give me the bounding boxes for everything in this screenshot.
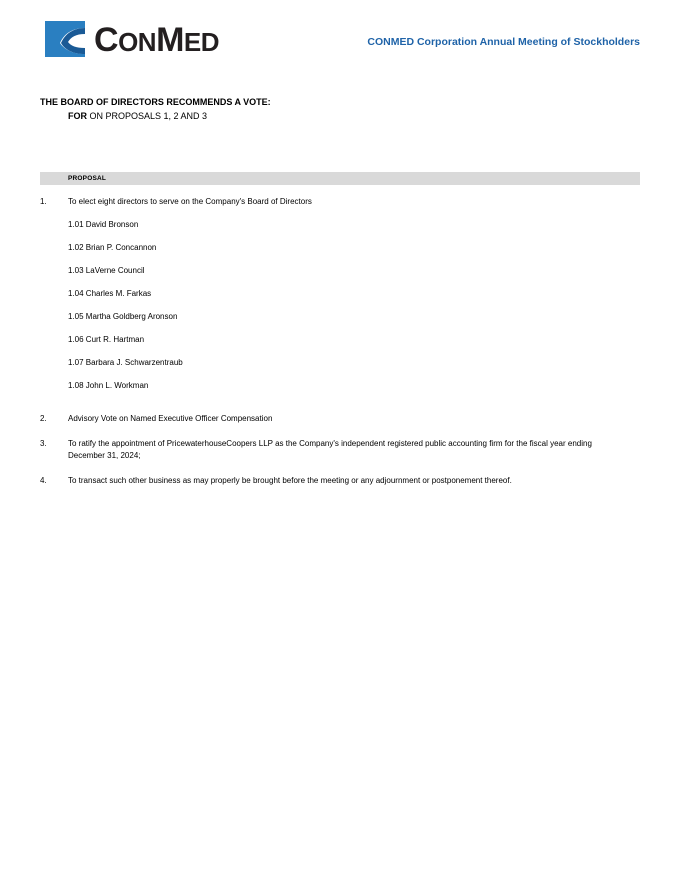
proposal-text: Advisory Vote on Named Executive Officer Compensation <box>68 413 273 423</box>
proposal-number: 2. <box>40 413 47 423</box>
conmed-logo-icon <box>42 18 88 60</box>
conmed-logo <box>42 18 219 60</box>
proposal-number: 1. <box>40 196 47 206</box>
director-nominee-label: 1.04 Charles M. Farkas <box>68 288 152 298</box>
proposal-table-header <box>40 172 640 185</box>
proposal-number: 4. <box>40 475 47 485</box>
director-nominee-label: 1.08 John L. Workman <box>68 380 149 390</box>
wordmark-on: ON <box>118 27 157 57</box>
director-nominee-list <box>40 219 640 392</box>
conmed-wordmark <box>94 23 219 57</box>
list-item <box>40 288 640 300</box>
proposal-text: To transact such other business as may properly be brought before the meeting or any adjournment or postponement thereof. <box>68 475 512 485</box>
meeting-title: CONMED Corporation Annual Meeting of Stockholders <box>367 36 640 48</box>
table-row <box>40 196 640 208</box>
list-item <box>40 219 640 231</box>
director-nominee-label: 1.07 Barbara J. Schwarzentraub <box>68 357 183 367</box>
board-recommendation <box>40 96 640 124</box>
list-item <box>40 380 640 392</box>
director-nominee-label: 1.06 Curt R. Hartman <box>68 334 145 344</box>
wordmark-m: M <box>156 21 184 59</box>
table-row <box>40 438 640 462</box>
column-header-proposal: PROPOSAL <box>68 174 107 182</box>
list-item <box>40 242 640 254</box>
page-header <box>40 0 640 82</box>
proposal-number: 3. <box>40 438 47 448</box>
list-item <box>40 357 640 369</box>
proposal-text: To ratify the appointment of PricewaterhouseCoopers LLP as the Company's independent registered public accounting firm for the fiscal year ending December 31, 2024; <box>68 438 592 460</box>
table-row <box>40 413 640 425</box>
wordmark-c: C <box>94 21 119 59</box>
list-item <box>40 311 640 323</box>
list-item <box>40 265 640 277</box>
recommendation-line-2 <box>40 110 640 124</box>
recommendation-for-label: FOR <box>68 110 87 121</box>
director-nominee-label: 1.01 David Bronson <box>68 219 139 229</box>
list-item <box>40 334 640 346</box>
director-nominee-label: 1.03 LaVerne Council <box>68 265 145 275</box>
director-nominee-label: 1.02 Brian P. Concannon <box>68 242 157 252</box>
proposal-text: To elect eight directors to serve on the Company's Board of Directors <box>68 196 312 206</box>
director-nominee-label: 1.05 Martha Goldberg Aronson <box>68 311 178 321</box>
recommendation-proposals-text: ON PROPOSALS 1, 2 AND 3 <box>87 110 208 121</box>
table-row <box>40 475 640 487</box>
proposal-table <box>40 172 640 487</box>
recommendation-line-1: THE BOARD OF DIRECTORS RECOMMENDS A VOTE: <box>40 97 271 107</box>
wordmark-ed: ED <box>183 27 220 57</box>
